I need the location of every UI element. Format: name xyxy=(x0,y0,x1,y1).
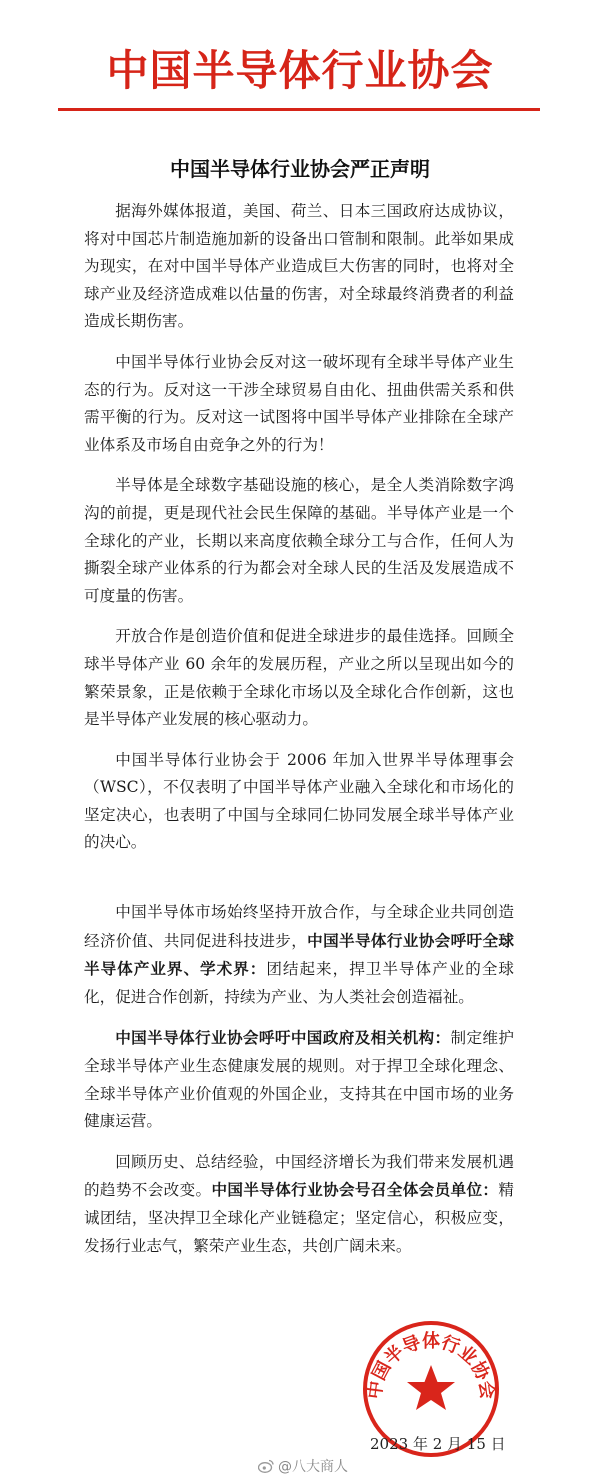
paragraph-text: 中国半导体行业协会于 2006 年加入世界半导体理事会（WSC），不仅表明了中国半导体产业融入全球化和市场化的坚定决心，也表明了中国与全球同仁协同发展全球半导体产业的决心。 xyxy=(84,750,514,852)
letterhead-rule xyxy=(58,108,540,111)
paragraph-3 xyxy=(84,472,514,610)
paragraph-text: 据海外媒体报道，美国、荷兰、日本三国政府达成协议，将对中国芯片制造施加新的设备出口管制和限制。此举如果成为现实，在对中国半导体产业造成巨大伤害的同时，也将对全球产业及经济造成难以估量的伤害，对全球最终消费者的利益造成长期伤害。 xyxy=(84,202,514,331)
document-title: 中国半导体行业协会严正声明 xyxy=(170,157,430,181)
paragraph-emphasis: 中国半导体行业协会呼吁中国政府及相关机构： xyxy=(115,1028,451,1048)
watermark xyxy=(258,1456,348,1476)
paragraph-emphasis: 中国半导体行业协会号召全体会员单位： xyxy=(211,1180,499,1200)
weibo-icon xyxy=(258,1459,274,1473)
letterhead-org-name: 中国半导体行业协会 xyxy=(106,46,494,95)
paragraph-4 xyxy=(84,623,514,733)
document-body xyxy=(84,198,514,1273)
signature-date: 2023 年 2 月 15 日 xyxy=(370,1435,506,1453)
paragraph-text: 中国半导体市场始终坚持开放合作，与全球企业共同创造经济价值、共同促进科技进步， xyxy=(84,903,514,950)
paragraph-2 xyxy=(84,349,514,459)
paragraph-text: 制定维护全球半导体产业生态健康发展的规则。对于捍卫全球化理念、全球半导体产业价值观的外国企业，支持其在中国市场的业务健康运营。 xyxy=(84,1029,514,1131)
paragraph-text: 中国半导体行业协会反对这一破坏现有全球半导体产业生态的行为。反对这一干涉全球贸易自由化、扭曲供需关系和供需平衡的行为。反对这一试图将中国半导体产业排除在全球产业体系及市场自由竞争之外的行为！ xyxy=(84,352,514,454)
paragraph-text: 半导体是全球数字基础设施的核心，是全人类消除数字鸿沟的前提，更是现代社会民生保障的基础。半导体产业是一个全球化的产业，长期以来高度依赖全球分工与合作，任何人为撕裂全球产业体系的行为都会对全球人民的生活及发展造成不可度量的伤害。 xyxy=(84,476,514,605)
paragraph-text: 回顾历史、总结经验，中国经济增长为我们带来发展机遇的趋势不会改变。 xyxy=(84,1152,514,1200)
paragraph-text: 开放合作是创造价值和促进全球进步的最佳选择。回顾全球半导体产业 60 余年的发展历程，产业之所以呈现出如今的繁荣景象，正是依赖于全球化市场以及全球化合作创新，这也是半导体产业发展的核心驱动力。 xyxy=(84,627,514,729)
watermark-text: @八大商人 xyxy=(278,1459,348,1475)
paragraph-8 xyxy=(84,1149,514,1260)
paragraph-6 xyxy=(84,899,514,1011)
seal-star-icon xyxy=(407,1365,455,1410)
paragraph-text: 精诚团结，坚决捍卫全球化产业链稳定；坚定信心，积极应变，发扬行业志气，繁荣产业生态，共创广阔未来。 xyxy=(84,1181,514,1255)
paragraph-7 xyxy=(84,1024,514,1135)
paragraph-5 xyxy=(84,747,514,857)
paragraph-1 xyxy=(84,198,514,336)
seal-text: 中国半导体行业协会 xyxy=(364,1331,498,1401)
paragraph-emphasis: 中国半导体行业协会呼吁全球半导体产业界、学术界： xyxy=(84,930,514,979)
paragraph-text: 团结起来，捍卫半导体产业的全球化，促进合作创新，持续为产业、为人类社会创造福祉。 xyxy=(84,960,514,1006)
